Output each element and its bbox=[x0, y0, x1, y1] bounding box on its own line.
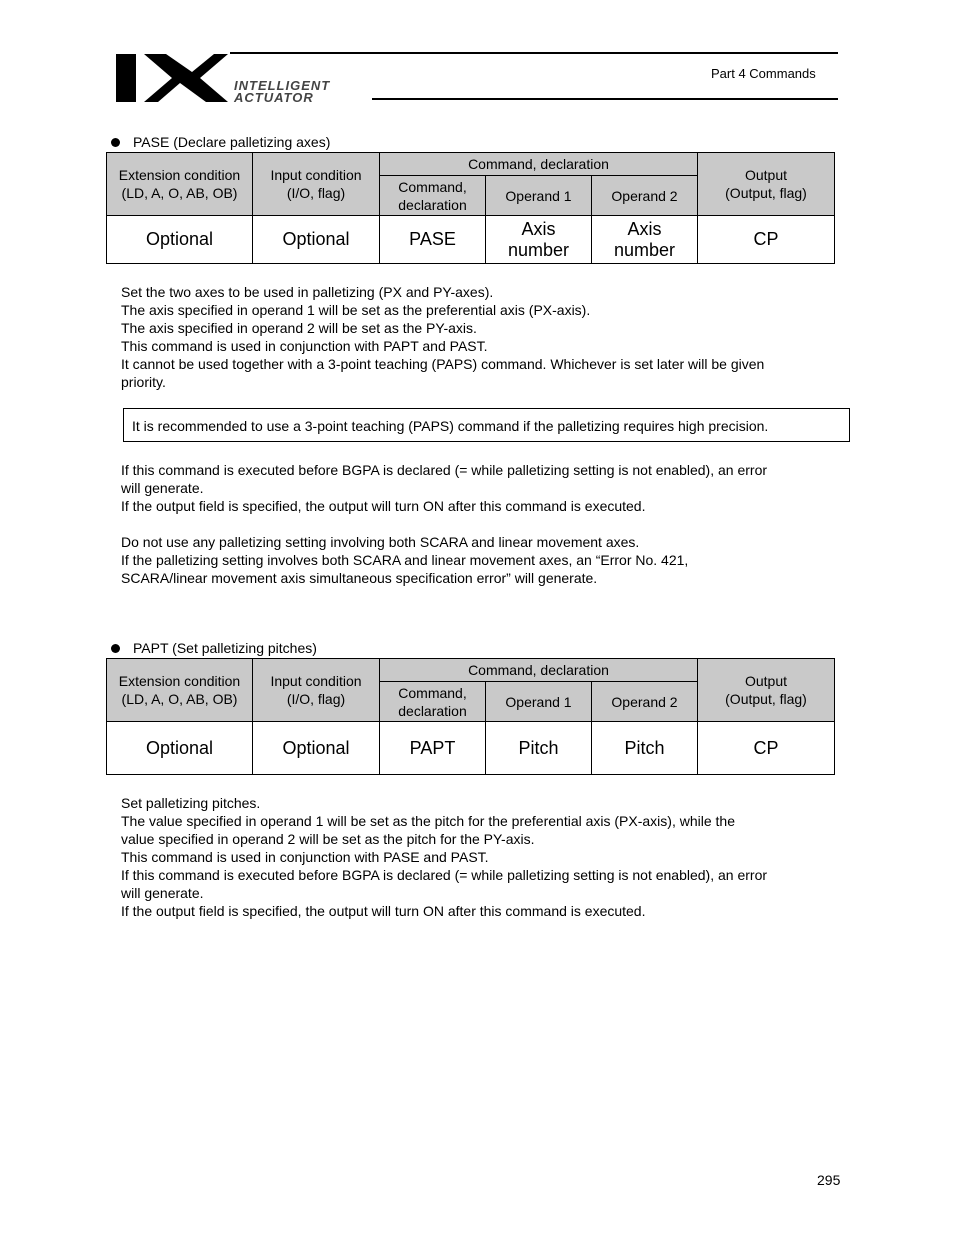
header-command: Command, declaration bbox=[380, 682, 486, 722]
header-command-declaration-group: Command, declaration bbox=[380, 659, 698, 682]
pase-description bbox=[121, 283, 851, 391]
cell-command: PAPT bbox=[380, 722, 486, 775]
cell-command: PASE bbox=[380, 216, 486, 264]
text-line: value specified in operand 2 will be set as the pitch for the PY-axis. bbox=[121, 831, 535, 847]
pase-command-table bbox=[106, 152, 835, 264]
cell-input: Optional bbox=[253, 216, 380, 264]
text-line: will generate. bbox=[121, 885, 204, 901]
header-operand1: Operand 1 bbox=[486, 682, 592, 722]
header-operand2: Operand 2 bbox=[592, 176, 698, 216]
header-operand2: Operand 2 bbox=[592, 682, 698, 722]
cell-operand1: Axis number bbox=[486, 216, 592, 264]
papt-description bbox=[121, 794, 851, 920]
header-extension-condition: Extension condition (LD, A, O, AB, OB) bbox=[107, 153, 253, 216]
header-rule-top bbox=[230, 52, 838, 54]
papt-title: PAPT (Set palletizing pitches) bbox=[133, 640, 317, 656]
text-line: It cannot be used together with a 3-point teaching (PAPS) command. Whichever is set later will be given bbox=[121, 356, 765, 372]
bullet-icon bbox=[111, 138, 120, 147]
cell-extension: Optional bbox=[107, 722, 253, 775]
header-output: Output (Output, flag) bbox=[698, 659, 835, 722]
text-line: If the output field is specified, the output will turn ON after this command is executed. bbox=[121, 903, 646, 919]
text-line: Set palletizing pitches. bbox=[121, 795, 261, 811]
pase-title: PASE (Declare palletizing axes) bbox=[133, 134, 331, 150]
brand-line1: INTELLIGENT bbox=[234, 78, 331, 93]
text-line: will generate. bbox=[121, 480, 204, 496]
pase-description-2 bbox=[121, 461, 851, 587]
header-output: Output (Output, flag) bbox=[698, 153, 835, 216]
text-line: The value specified in operand 1 will be set as the pitch for the preferential axis (PX-axis), while the bbox=[121, 813, 735, 829]
pase-heading bbox=[111, 134, 330, 150]
text-line: If this command is executed before BGPA is declared (= while palletizing setting is not enabled), an error bbox=[121, 867, 768, 883]
recommendation-note: It is recommended to use a 3-point teaching (PAPS) command if the palletizing requires high precision. bbox=[123, 408, 850, 442]
section-label: Part 4 Commands bbox=[711, 66, 816, 81]
text-line: Do not use any palletizing setting involving both SCARA and linear movement axes. bbox=[121, 534, 640, 550]
bullet-icon bbox=[111, 644, 120, 653]
cell-output: CP bbox=[698, 216, 835, 264]
header-rule-bottom bbox=[372, 98, 838, 100]
header-input-condition: Input condition (I/O, flag) bbox=[253, 659, 380, 722]
cell-operand2: Pitch bbox=[592, 722, 698, 775]
text-line: This command is used in conjunction with PASE and PAST. bbox=[121, 849, 489, 865]
papt-command-table bbox=[106, 658, 835, 775]
header-extension-condition: Extension condition (LD, A, O, AB, OB) bbox=[107, 659, 253, 722]
text-line: Set the two axes to be used in palletizing (PX and PY-axes). bbox=[121, 284, 494, 300]
text-line: If this command is executed before BGPA is declared (= while palletizing setting is not enabled), an error bbox=[121, 462, 768, 478]
page-number: 295 bbox=[817, 1172, 841, 1188]
text-line: The axis specified in operand 1 will be set as the preferential axis (PX-axis). bbox=[121, 302, 591, 318]
brand-line2: ACTUATOR bbox=[234, 90, 314, 104]
header-command: Command, declaration bbox=[380, 176, 486, 216]
cell-output: CP bbox=[698, 722, 835, 775]
text-line: priority. bbox=[121, 374, 166, 390]
header-input-condition: Input condition (I/O, flag) bbox=[253, 153, 380, 216]
text-line: This command is used in conjunction with PAPT and PAST. bbox=[121, 338, 488, 354]
header-command-declaration-group: Command, declaration bbox=[380, 153, 698, 176]
text-line: SCARA/linear movement axis simultaneous specification error” will generate. bbox=[121, 570, 598, 586]
papt-heading bbox=[111, 640, 317, 656]
text-line: If the output field is specified, the output will turn ON after this command is executed. bbox=[121, 498, 646, 514]
text-line: The axis specified in operand 2 will be set as the PY-axis. bbox=[121, 320, 477, 336]
intelligent-actuator-logo bbox=[114, 52, 404, 104]
cell-extension: Optional bbox=[107, 216, 253, 264]
header-operand1: Operand 1 bbox=[486, 176, 592, 216]
text-line: If the palletizing setting involves both SCARA and linear movement axes, an “Error No. 421, bbox=[121, 552, 689, 568]
cell-operand2: Axis number bbox=[592, 216, 698, 264]
cell-operand1: Pitch bbox=[486, 722, 592, 775]
cell-input: Optional bbox=[253, 722, 380, 775]
